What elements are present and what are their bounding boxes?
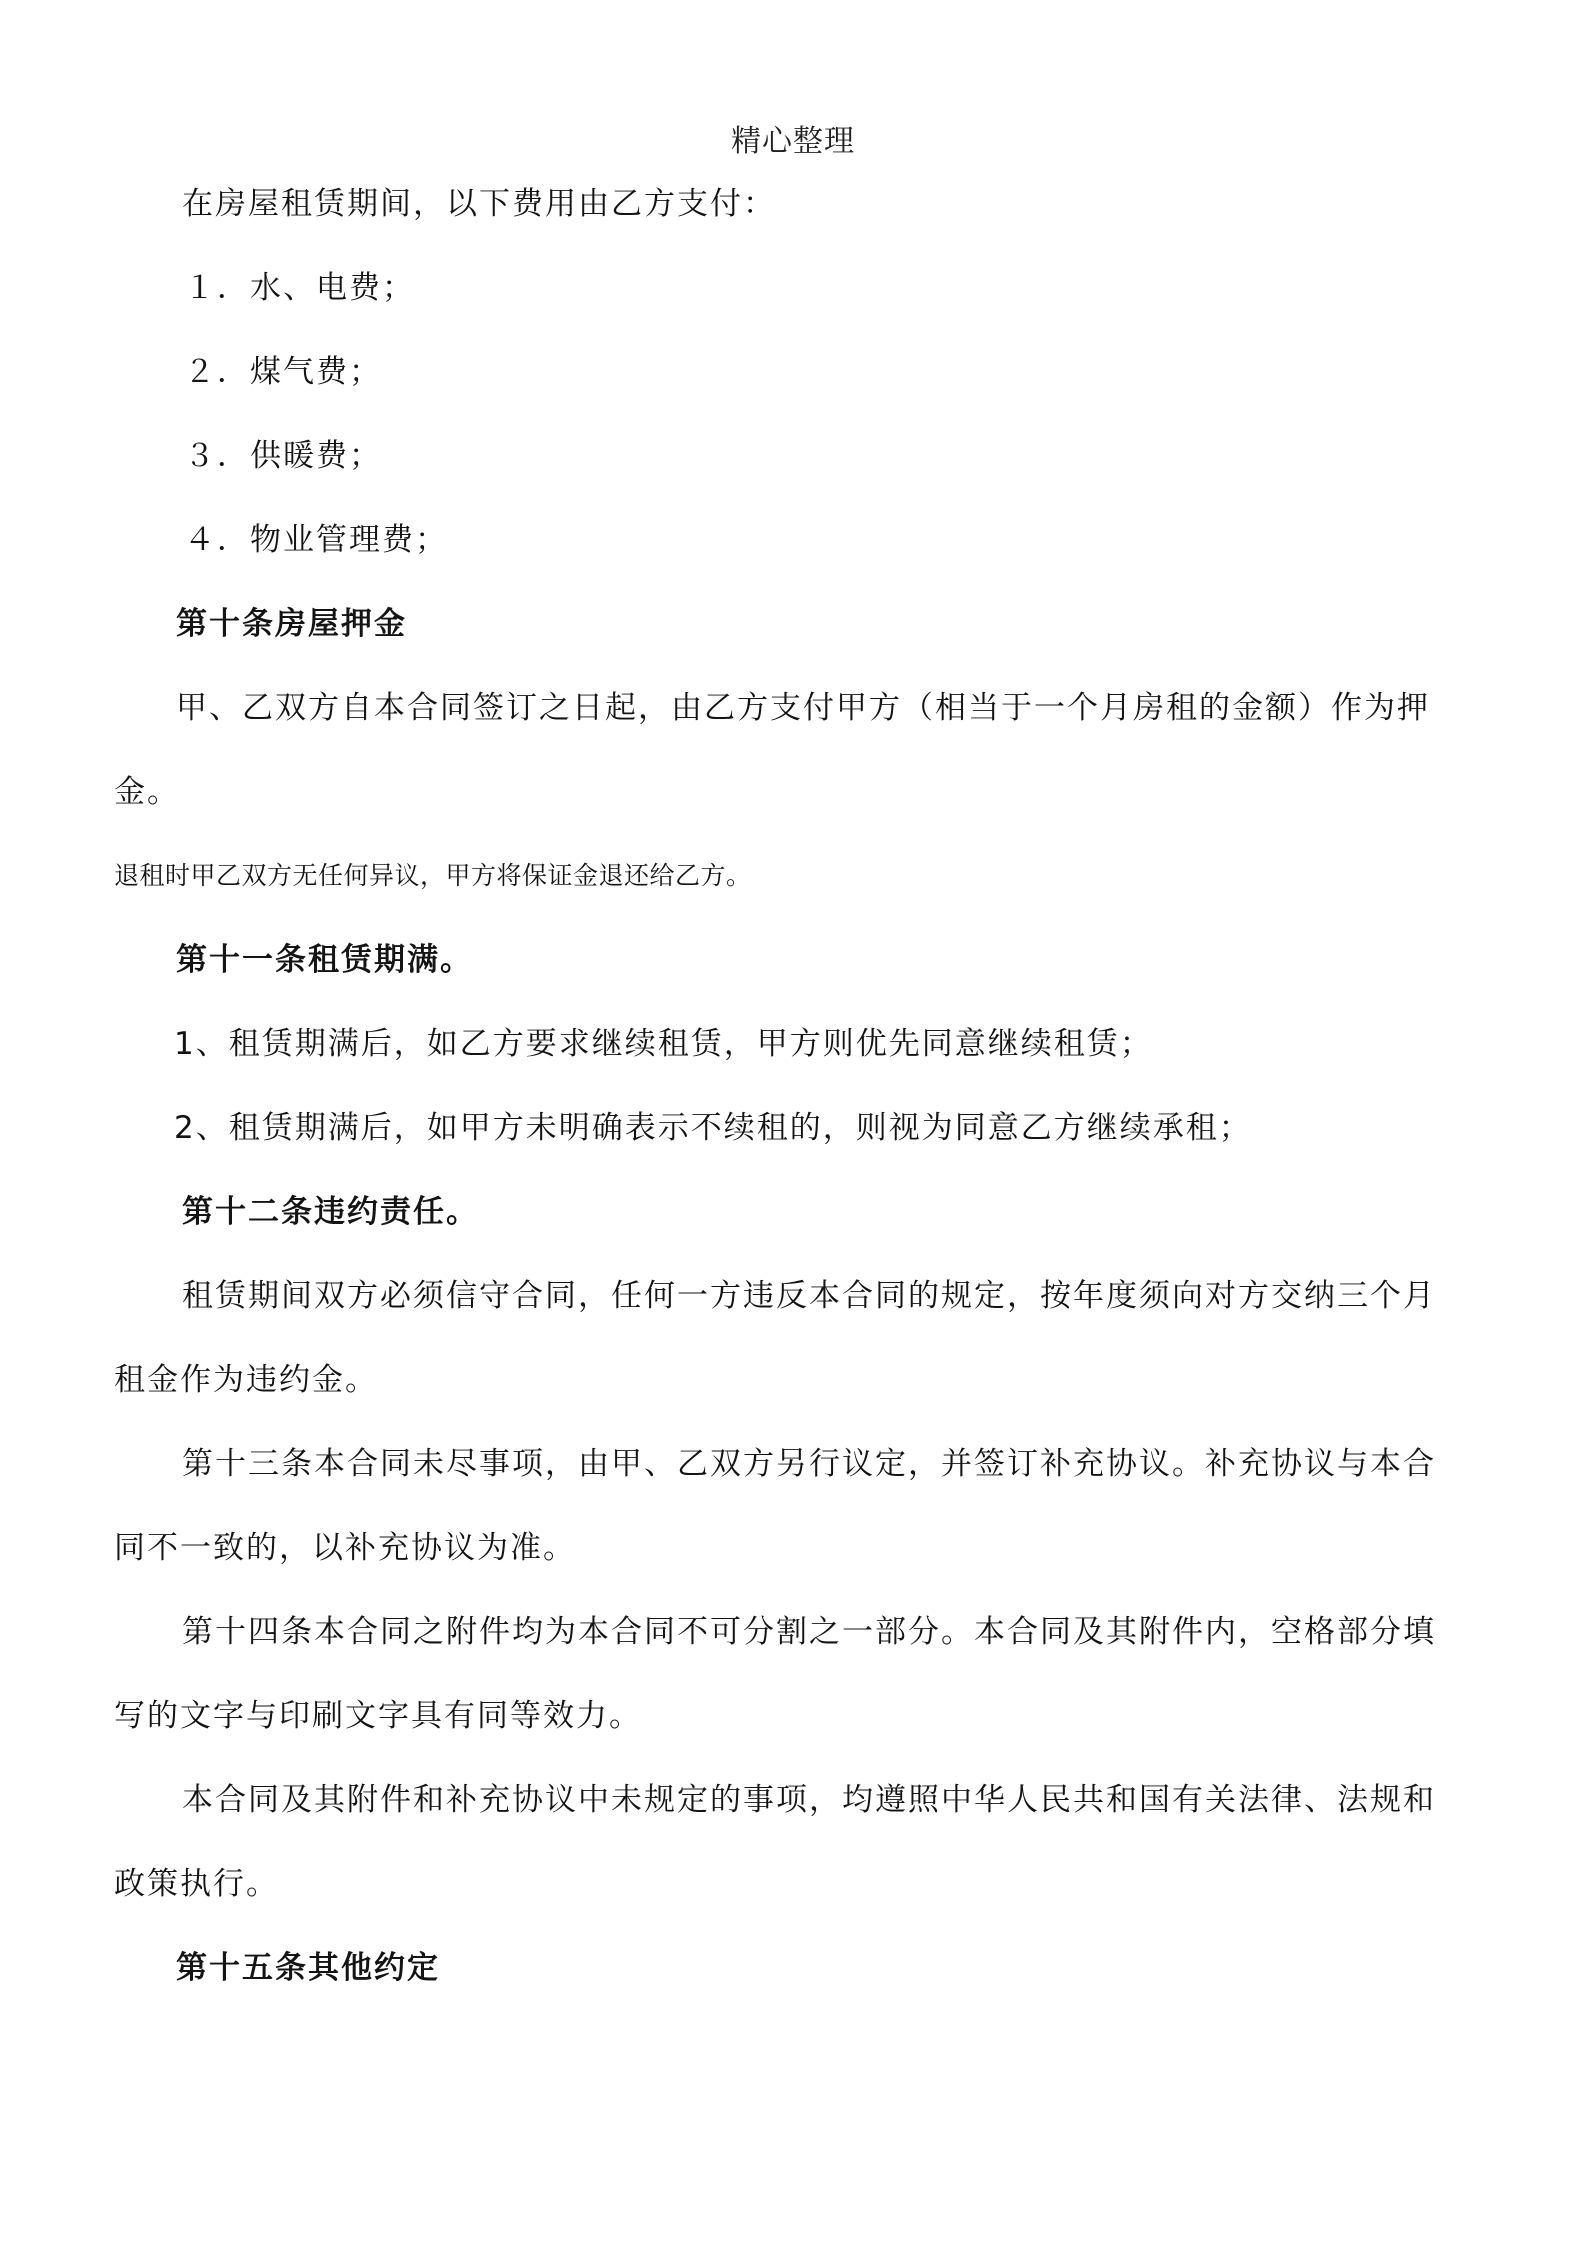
article10-note: 退租时甲乙双方无任何异议，甲方将保证金退还给乙方。	[114, 861, 752, 890]
page-header: 精心整理	[731, 124, 855, 159]
fees-intro: 在房屋租赁期间，以下费用由乙方支付：	[182, 186, 776, 222]
article14-body-line1: 第十四条本合同之附件均为本合同不可分割之一部分。本合同及其附件内，空格部分填	[182, 1614, 1436, 1650]
article12-body-line2: 租金作为违约金。	[114, 1362, 378, 1398]
legal-basis-line1: 本合同及其附件和补充协议中未规定的事项，均遵照中华人民共和国有关法律、法规和	[182, 1782, 1436, 1818]
article11-item2: 2、租赁期满后，如甲方未明确表示不续租的，则视为同意乙方继续承租；	[174, 1110, 1252, 1146]
article10-body-line1: 甲、乙双方自本合同签订之日起，由乙方支付甲方（相当于一个月房租的金额）作为押	[176, 690, 1430, 726]
article15-title: 第十五条其他约定	[176, 1950, 440, 1986]
article12-title: 第十二条违约责任。	[182, 1194, 479, 1230]
article14-body-line2: 写的文字与印刷文字具有同等效力。	[114, 1698, 642, 1734]
article10-title: 第十条房屋押金	[176, 606, 407, 642]
fee-item-gas: ２．煤气费；	[184, 354, 382, 390]
article10-body-line2: 金。	[114, 774, 180, 810]
article13-body-line1: 第十三条本合同未尽事项，由甲、乙双方另行议定，并签订补充协议。补充协议与本合	[182, 1446, 1436, 1482]
article11-item1: 1、租赁期满后，如乙方要求继续租赁，甲方则优先同意继续租赁；	[174, 1026, 1153, 1062]
article13-body-line2: 同不一致的，以补充协议为准。	[114, 1530, 576, 1566]
fee-item-property-management: ４．物业管理费；	[184, 522, 448, 558]
legal-basis-line2: 政策执行。	[114, 1866, 279, 1902]
fee-item-heating: ３．供暖费；	[184, 438, 382, 474]
article12-body-line1: 租赁期间双方必须信守合同，任何一方违反本合同的规定，按年度须向对方交纳三个月	[182, 1278, 1436, 1314]
fee-item-utilities: １．水、电费；	[184, 270, 415, 306]
article11-title: 第十一条租赁期满。	[176, 942, 473, 978]
